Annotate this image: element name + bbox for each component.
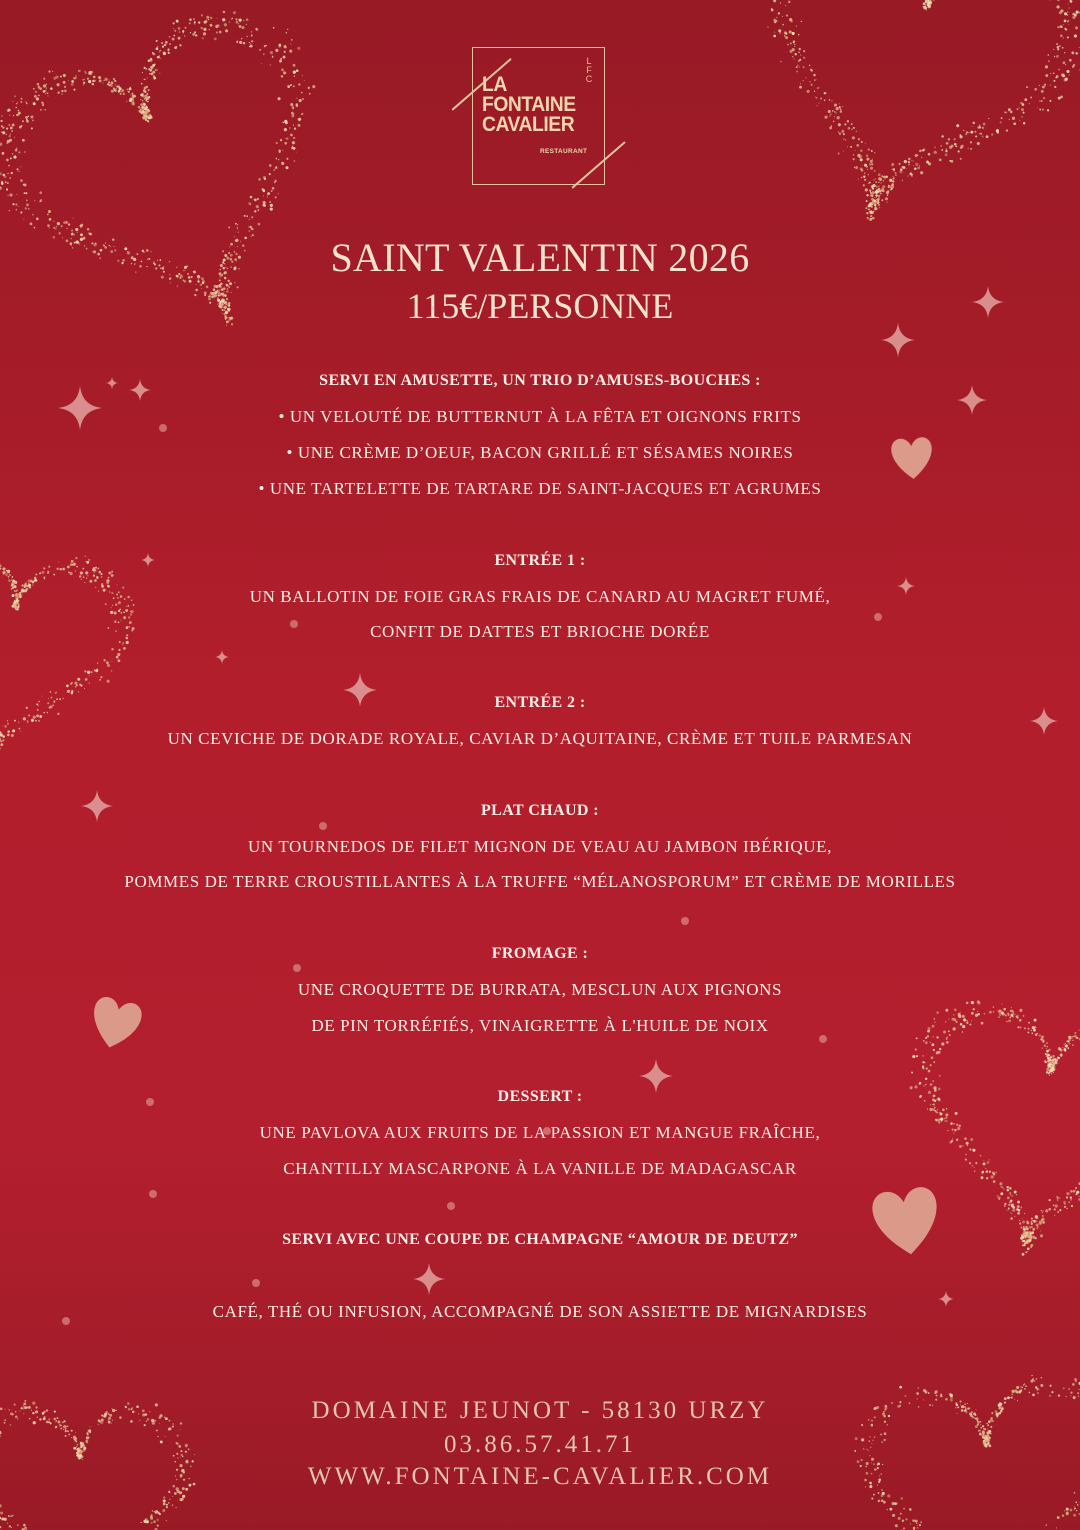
logo-name-line: LA [482,73,507,96]
logo-monogram: LFC [585,56,593,84]
menu-line: DE PIN TORRÉFIÉS, VINAIGRETTE À L'HUILE DE NOIX [311,1016,769,1035]
menu-price: 115€/PERSONNE [406,286,674,326]
menu-line: • UNE TARTELETTE DE TARTARE DE SAINT-JACQUES ET AGRUMES [258,479,822,498]
menu-line: CHANTILLY MASCARPONE À LA VANILLE DE MADAGASCAR [283,1159,797,1178]
menu-line: UNE PAVLOVA AUX FRUITS DE LA PASSION ET MANGUE FRAÎCHE, [259,1123,821,1142]
footer-phone: 03.86.57.41.71 [444,1431,636,1458]
champagne-note: SERVI AVEC UNE COUPE DE CHAMPAGNE “AMOUR DE DEUTZ” [282,1231,798,1248]
logo-name-line: CAVALIER [482,113,575,136]
menu-line: • UNE CRÈME D’OEUF, BACON GRILLÉ ET SÉSAMES NOIRES [286,443,794,462]
logo-subtitle: RESTAURANT [540,148,588,155]
menu-line: • UN VELOUTÉ DE BUTTERNUT À LA FÊTA ET OIGNONS FRITS [278,407,802,426]
section-heading-plat-chaud: PLAT CHAUD : [481,802,599,819]
menu-line: UNE CROQUETTE DE BURRATA, MESCLUN AUX PIGNONS [297,980,783,999]
logo-name [482,75,576,135]
section-heading-entree-1: ENTRÉE 1 : [494,552,586,569]
coffee-note: CAFÉ, THÉ OU INFUSION, ACCOMPAGNÉ DE SON ASSIETTE DE MIGNARDISES [212,1302,868,1321]
menu-line: UN BALLOTIN DE FOIE GRAS FRAIS DE CANARD AU MAGRET FUMÉ, [249,587,831,606]
logo-name-line: FONTAINE [482,93,576,116]
section-heading-fromage: FROMAGE : [491,945,589,962]
section-heading-dessert: DESSERT : [497,1088,583,1105]
section-heading-amuses: SERVI EN AMUSETTE, UN TRIO D’AMUSES-BOUCHES : [319,372,761,389]
restaurant-logo [472,47,607,187]
menu-line: UN TOURNEDOS DE FILET MIGNON DE VEAU AU JAMBON IBÉRIQUE, [248,837,832,856]
section-heading-entree-2: ENTRÉE 2 : [494,694,586,711]
menu-title: SAINT VALENTIN 2026 [330,235,750,280]
footer-website: WWW.FONTAINE-CAVALIER.COM [307,1463,773,1490]
menu-line: CONFIT DE DATTES ET BRIOCHE DORÉE [370,622,710,641]
menu-line: UN CEVICHE DE DORADE ROYALE, CAVIAR D’AQUITAINE, CRÈME ET TUILE PARMESAN [167,729,913,748]
footer-address: DOMAINE JEUNOT - 58130 URZY [311,1397,769,1424]
menu-line: POMMES DE TERRE CROUSTILLANTES À LA TRUFFE “MÉLANOSPORUM” ET CRÈME DE MORILLES [124,872,956,891]
